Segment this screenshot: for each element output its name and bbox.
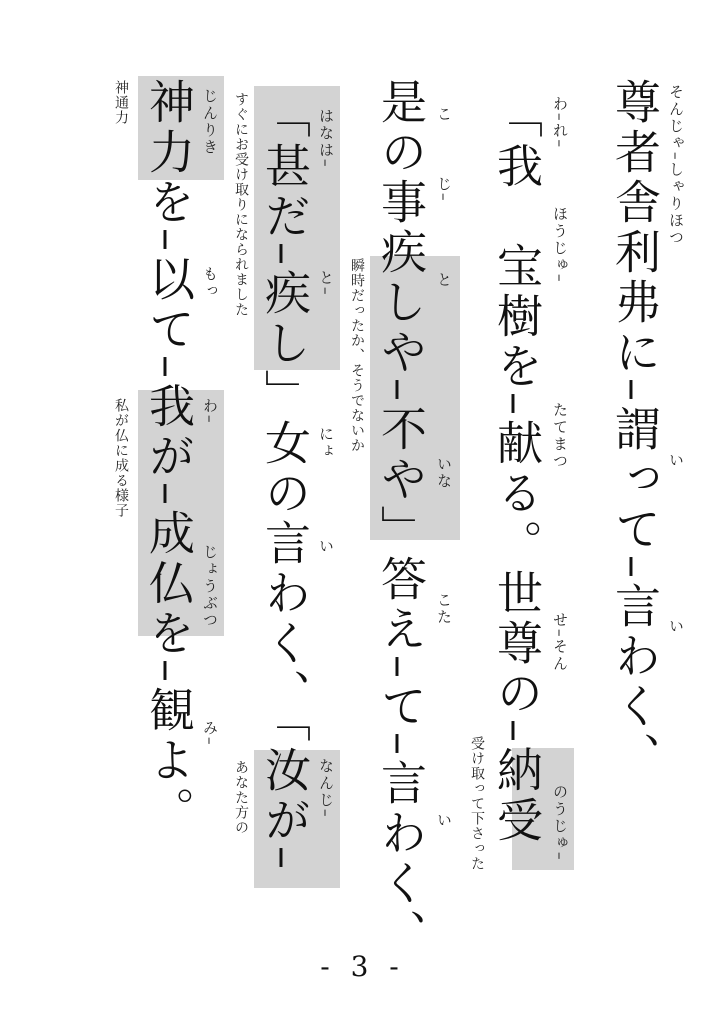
ruby-i-4: い (317, 538, 335, 555)
ruby-i-3: い (435, 812, 453, 829)
ruby-ko: こ (435, 106, 453, 123)
ruby-joubutsu: じょうぶつ (201, 544, 219, 629)
ruby-mi: み– (201, 720, 219, 747)
note-anata: あなた方の (233, 760, 249, 835)
text-column-2: 「我 宝樹を–献る。世尊の–納受 (490, 92, 544, 846)
ruby-houju: ほうじゅ– (551, 206, 569, 284)
page-number: - 3 - (320, 950, 405, 983)
text-column-3: 是の事疾しや–不や」答え–て–言わく、 (374, 78, 428, 959)
note-uketotte: 受け取って下さった (469, 736, 485, 871)
ruby-ina: いな (435, 456, 453, 490)
ruby-ware: わ–れ– (551, 96, 569, 149)
ruby-to: と (435, 272, 453, 289)
ruby-i-1: い (667, 452, 685, 469)
ruby-nouju: のうじゅ– (551, 784, 569, 862)
text-column-1: 尊者舎利弗に–謂って–言わく、 (608, 78, 662, 782)
ruby-jinriki: じんりき (201, 88, 219, 156)
ruby-i-2: い (667, 618, 685, 635)
ruby-hanaha: はなは– (317, 108, 335, 169)
text-column-4: 「甚だ–疾し」女の言わく、「汝が– (258, 92, 312, 873)
ruby-sonja-sharihotsu: そんじゃ–しゃりほつ (667, 84, 685, 247)
ruby-to-2: と– (317, 270, 335, 297)
ruby-nanji: なんじ– (317, 758, 335, 819)
note-shunji: 瞬時だったか、そうでないか (349, 258, 365, 453)
note-sugu: すぐにお受け取りになられました (233, 92, 249, 317)
ruby-tatematsu: たてまつ (551, 402, 569, 470)
text-column-5: 神力を–以て–我が–成仏を–観よ。 (142, 78, 196, 836)
ruby-ji: じ– (435, 176, 453, 203)
ruby-nyo: にょ (317, 426, 335, 460)
note-watashi: 私が仏に成る様子 (113, 398, 129, 518)
ruby-mo: もっ (201, 266, 219, 300)
ruby-wa: わ– (201, 398, 219, 425)
ruby-kota: こた (435, 592, 453, 626)
ruby-seson: せ–そん (551, 612, 569, 673)
note-jinzu: 神通力 (113, 80, 129, 125)
